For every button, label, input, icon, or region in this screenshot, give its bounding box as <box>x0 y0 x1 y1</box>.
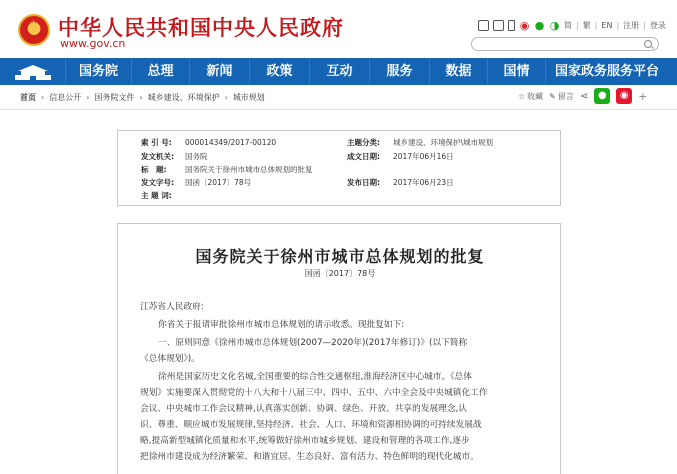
paragraph-line: 你省关于报请审批徐州市城市总体规划的请示收悉。现批复如下: <box>158 320 405 330</box>
chevron-right-icon: › <box>41 92 45 102</box>
nav-item-data[interactable]: 数据 <box>429 58 487 85</box>
breadcrumb-urban-planning[interactable]: 城市规划 <box>232 92 265 102</box>
link-traditional[interactable]: 繁 <box>582 20 591 30</box>
chevron-right-icon: › <box>86 92 90 102</box>
breadcrumb <box>20 90 265 104</box>
phone-icon[interactable] <box>508 20 515 31</box>
mail-icon[interactable] <box>478 20 489 31</box>
site-header <box>0 0 677 58</box>
meta-category-value: 城乡建设、环境保护\城市规划 <box>393 138 494 147</box>
meta-index-value: 000014349/2017-00120 <box>185 138 277 147</box>
paragraph-line: 徐州是国家历史文化名城,全国重要的综合性交通枢纽,淮海经济区中心城市。《总体 <box>158 372 472 382</box>
link-simplified[interactable]: 简 <box>564 20 572 30</box>
share-icon[interactable]: ⋖ <box>579 90 589 102</box>
page-tools <box>518 87 647 105</box>
paragraph-line: 规划》实施要深入贯彻党的十八大和十八届三中、四中、五中、六中全会及中央城镇化工作 <box>140 388 488 398</box>
meta-category-label: 主题分类: <box>347 138 380 147</box>
link-login[interactable]: 登录 <box>649 20 666 30</box>
nav-item-national-info[interactable]: 国情 <box>487 58 545 85</box>
rss-icon[interactable]: ◑ <box>549 18 560 32</box>
meta-publish-value: 2017年06月23日 <box>393 178 454 187</box>
document-title: 国务院关于徐州市城市总体规划的批复 <box>195 247 485 266</box>
national-emblem-icon <box>18 14 50 46</box>
star-icon: ☆ <box>518 91 526 101</box>
meta-issuer-label: 发文机关: <box>141 152 174 161</box>
search-icon[interactable] <box>644 40 652 48</box>
meta-date-value: 2017年06月16日 <box>393 152 454 161</box>
nav-item-services[interactable]: 服务 <box>369 58 429 85</box>
plus-icon[interactable]: + <box>638 89 648 103</box>
tiananmen-logo-icon[interactable] <box>0 58 65 85</box>
site-url[interactable]: www.gov.cn <box>60 37 126 50</box>
nav-item-interaction[interactable]: 互动 <box>309 58 369 85</box>
nav-item-service-platform[interactable]: 国家政务服务平台 <box>545 58 662 85</box>
wechat-icon[interactable]: ● <box>534 18 545 32</box>
divider <box>0 109 677 110</box>
nav-item-policy[interactable]: 政策 <box>249 58 309 85</box>
meta-title-label: 标 题: <box>141 165 167 174</box>
nav-item-premier[interactable]: 总理 <box>131 58 189 85</box>
nav-item-news[interactable]: 新闻 <box>189 58 249 85</box>
chevron-right-icon: › <box>139 92 143 102</box>
meta-publish-label: 发布日期: <box>347 178 380 187</box>
meta-index-label: 索 引 号: <box>141 138 172 147</box>
meta-docno-label: 发文字号: <box>141 178 174 187</box>
search-box <box>471 37 659 51</box>
chevron-right-icon: › <box>224 92 228 102</box>
favorite-button[interactable]: ☆ 收藏 <box>518 91 544 101</box>
paragraph-line: 江苏省人民政府: <box>140 302 204 312</box>
nav-item-state-council[interactable]: 国务院 <box>65 58 131 85</box>
breadcrumb-home[interactable]: 首页 <box>20 92 36 102</box>
top-links: ◉ ● ◑ 简 | 繁 | EN | 注册 | 登录 <box>478 18 666 32</box>
paragraph-line: 识、尊重、顺应城市发展规律,坚持经济、社会、人口、环境和资源相协调的可持续发展战 <box>140 420 482 430</box>
main-nav <box>0 58 677 85</box>
meta-issuer-value: 国务院 <box>185 152 208 161</box>
pencil-icon: ✎ <box>549 91 556 101</box>
monitor-icon[interactable] <box>493 20 504 31</box>
breadcrumb-info-public[interactable]: 信息公开 <box>49 92 82 102</box>
breadcrumb-state-council-docs[interactable]: 国务院文件 <box>94 92 135 102</box>
paragraph-line: 会议、中央城市工作会议精神,认真落实创新、协调、绿色、开放、共享的发展理念,认 <box>140 404 467 414</box>
link-english[interactable]: EN <box>601 20 613 30</box>
document-body <box>117 223 561 474</box>
weibo-share-icon[interactable]: ◉ <box>616 88 632 104</box>
meta-title-value: 国务院关于徐州市城市总体规划的批复 <box>185 165 313 174</box>
document-meta-table <box>117 130 561 206</box>
site-title[interactable]: 中华人民共和国中央人民政府 <box>58 16 344 40</box>
message-button[interactable]: ✎ 留言 <box>549 91 574 101</box>
meta-keywords-label: 主 题 词: <box>141 191 172 200</box>
link-register[interactable]: 注册 <box>623 20 640 30</box>
meta-date-label: 成文日期: <box>347 152 380 161</box>
paragraph-line: 《总体规划》)。 <box>140 354 200 364</box>
paragraph-line: 把徐州市建设成为经济繁荣、和谐宜居、生态良好、富有活力、特色鲜明的现代化城市。 <box>140 452 479 462</box>
breadcrumb-urban-rural[interactable]: 城乡建设、环境保护 <box>147 92 220 102</box>
meta-docno-value: 国函〔2017〕78号 <box>185 178 252 187</box>
document-number: 国函〔2017〕78号 <box>304 269 376 278</box>
paragraph-line: 一、原则同意《徐州市城市总体规划(2007—2020年)(2017年修订)》(以下简称 <box>158 338 468 348</box>
weibo-icon[interactable]: ◉ <box>519 18 530 32</box>
wechat-share-icon[interactable]: ● <box>594 88 610 104</box>
search-input[interactable] <box>480 45 645 57</box>
paragraph-line: 略,提高新型城镇化质量和水平,统筹做好徐州市城乡规划、建设和管理的各项工作,逐步 <box>140 436 470 446</box>
